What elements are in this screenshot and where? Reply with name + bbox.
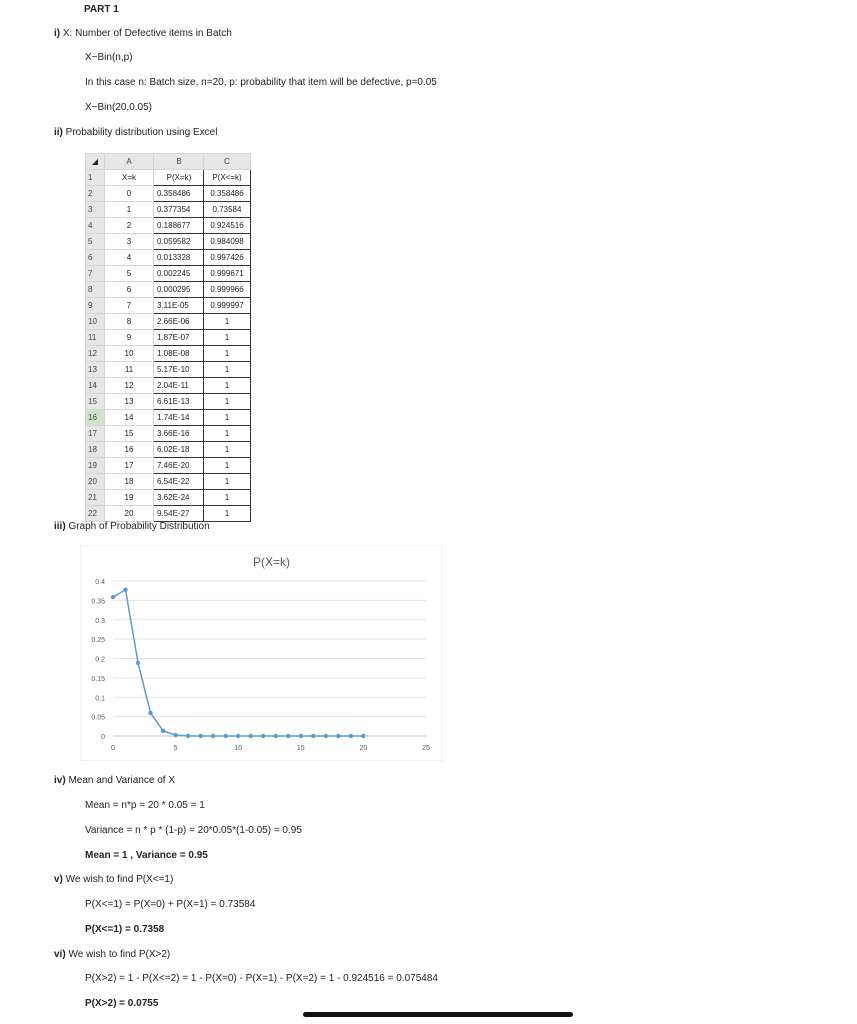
data-point	[361, 734, 365, 738]
section-5-number: v)	[54, 874, 63, 885]
sheet-row	[86, 202, 251, 218]
data-point	[324, 734, 328, 738]
y-tick-label: 0.35	[91, 598, 105, 606]
chart-area	[80, 545, 442, 761]
x-tick-label: 15	[296, 745, 305, 752]
data-point	[261, 734, 265, 738]
cell-pmf: 7.46E-20	[154, 458, 204, 474]
cell-cdf: 0.358486	[204, 186, 251, 202]
data-point	[111, 595, 115, 599]
sheet-row	[86, 506, 251, 522]
cell-pmf: 3.62E-24	[154, 490, 204, 506]
cell-pmf: 6.61E-13	[154, 394, 204, 410]
section-6-answer: P(X>2) = 0.0755	[85, 998, 159, 1009]
section-6-heading	[54, 950, 170, 960]
sheet-row	[86, 346, 251, 362]
cell-pmf: 3.11E-05	[154, 298, 204, 314]
y-tick-label: 0.05	[91, 714, 105, 722]
cell-k: 19	[105, 490, 154, 506]
data-point	[123, 588, 127, 592]
data-point	[286, 734, 290, 738]
cell-cdf: 1	[204, 474, 251, 490]
y-tick-label: 0.15	[91, 675, 105, 683]
sheet-body	[86, 154, 251, 522]
cell-cdf: 1	[204, 458, 251, 474]
x-tick-label: 10	[234, 745, 243, 752]
cell-cdf: 0.997426	[204, 250, 251, 266]
data-point	[148, 711, 152, 715]
column-header-a: A	[105, 154, 154, 170]
cell-cdf: 0.73584	[204, 202, 251, 218]
section-4-text: Mean and Variance of X	[65, 775, 175, 786]
data-point	[299, 734, 303, 738]
cell-cdf: 0.999671	[204, 266, 251, 282]
cell-k: 11	[105, 362, 154, 378]
cell-header-pmf: P(X=k)	[154, 170, 204, 186]
cell-k: 18	[105, 474, 154, 490]
cell-cdf: 1	[204, 314, 251, 330]
row-number: 4	[86, 218, 105, 234]
cell-cdf: 1	[204, 346, 251, 362]
cell-pmf: 0.059582	[154, 234, 204, 250]
section-1-line-1: X~Bin(n,p)	[85, 52, 133, 63]
data-point	[161, 729, 165, 733]
cell-k: 16	[105, 442, 154, 458]
cell-k: 0	[105, 186, 154, 202]
cell-k: 13	[105, 394, 154, 410]
sheet-row	[86, 394, 251, 410]
cell-pmf: 1.74E-14	[154, 410, 204, 426]
cell-k: 10	[105, 346, 154, 362]
cell-k: 15	[105, 426, 154, 442]
data-point	[136, 661, 140, 665]
data-point	[173, 733, 177, 737]
data-point	[274, 734, 278, 738]
sheet-row	[86, 266, 251, 282]
cell-pmf: 9.54E-27	[154, 506, 204, 522]
section-4-number: iv)	[54, 775, 66, 786]
sheet-row	[86, 282, 251, 298]
cell-pmf: 0.000295	[154, 282, 204, 298]
row-number: 21	[86, 490, 105, 506]
cell-pmf: 0.358486	[154, 186, 204, 202]
section-6-working: P(X>2) = 1 - P(X<=2) = 1 - P(X=0) - P(X=1) - P(X=2) = 1 - 0.924516 = 0.075484	[85, 973, 438, 984]
cell-cdf: 1	[204, 362, 251, 378]
sheet-row	[86, 234, 251, 250]
section-5-text: We wish to find P(X<=1)	[62, 874, 174, 885]
sheet-row	[86, 186, 251, 202]
sheet-row	[86, 458, 251, 474]
cell-pmf: 1.87E-07	[154, 330, 204, 346]
sheet-row	[86, 426, 251, 442]
row-number: 22	[86, 506, 105, 522]
cell-k: 12	[105, 378, 154, 394]
cell-k: 5	[105, 266, 154, 282]
cell-pmf: 2.04E-11	[154, 378, 204, 394]
section-3-heading	[54, 522, 210, 532]
data-point	[249, 734, 253, 738]
sheet-row	[86, 378, 251, 394]
section-2-heading	[54, 128, 217, 138]
sheet-row	[86, 314, 251, 330]
y-tick-label: 0.3	[95, 617, 105, 625]
cell-pmf: 0.188677	[154, 218, 204, 234]
column-header-row	[86, 154, 251, 170]
data-point	[223, 734, 227, 738]
data-point	[311, 734, 315, 738]
data-point	[198, 734, 202, 738]
cell-cdf: 0.999997	[204, 298, 251, 314]
cell-cdf: 1	[204, 394, 251, 410]
excel-sheet	[85, 153, 251, 522]
row-number: 10	[86, 314, 105, 330]
row-number: 12	[86, 346, 105, 362]
section-1-number: i)	[54, 28, 61, 39]
row-number: 5	[86, 234, 105, 250]
section-5-answer: P(X<=1) = 0.7358	[85, 924, 165, 935]
mean-formula: Mean = n*p = 20 * 0.05 = 1	[85, 800, 205, 811]
row-number: 7	[86, 266, 105, 282]
cell-header-k: X=k	[105, 170, 154, 186]
home-indicator	[303, 1012, 573, 1017]
x-tick-label: 20	[359, 745, 368, 752]
sheet-row	[86, 474, 251, 490]
row-number: 15	[86, 394, 105, 410]
row-number: 2	[86, 186, 105, 202]
section-6-number: vi)	[54, 949, 66, 960]
cell-k: 2	[105, 218, 154, 234]
section-1-line-2: In this case n: Batch size, n=20, p: probability that item will be defective, p=0.05	[85, 77, 437, 88]
sheet-row	[86, 170, 251, 186]
cell-pmf: 0.013328	[154, 250, 204, 266]
column-header-c: C	[204, 154, 251, 170]
cell-k: 8	[105, 314, 154, 330]
section-2-number: ii)	[54, 127, 63, 138]
cell-cdf: 0.984098	[204, 234, 251, 250]
cell-pmf: 0.377354	[154, 202, 204, 218]
sheet-row	[86, 218, 251, 234]
row-number: 14	[86, 378, 105, 394]
cell-k: 17	[105, 458, 154, 474]
sheet-row	[86, 298, 251, 314]
y-tick-label: 0	[101, 734, 105, 741]
sheet-row	[86, 442, 251, 458]
section-2-text: Probability distribution using Excel	[62, 127, 218, 138]
mean-variance-answer: Mean = 1 , Variance = 0.95	[85, 850, 208, 861]
row-number: 3	[86, 202, 105, 218]
row-number: 16	[86, 410, 105, 426]
data-point	[349, 734, 353, 738]
row-number: 6	[86, 250, 105, 266]
cell-cdf: 1	[204, 506, 251, 522]
cell-cdf: 1	[204, 330, 251, 346]
y-tick-label: 0.4	[95, 579, 105, 586]
cell-pmf: 6.02E-18	[154, 442, 204, 458]
sheet-row	[86, 362, 251, 378]
row-number: 18	[86, 442, 105, 458]
row-number: 1	[86, 170, 105, 186]
row-number: 11	[86, 330, 105, 346]
section-1-line-3: X~Bin(20,0.05)	[85, 102, 152, 113]
data-point	[236, 734, 240, 738]
column-header-b: B	[154, 154, 204, 170]
variance-formula: Variance = n * p * (1-p) = 20*0.05*(1-0.05) = 0.95	[85, 825, 302, 836]
cell-cdf: 1	[204, 426, 251, 442]
row-number: 9	[86, 298, 105, 314]
cell-k: 4	[105, 250, 154, 266]
sheet-row	[86, 250, 251, 266]
cell-k: 1	[105, 202, 154, 218]
cell-pmf: 0.002245	[154, 266, 204, 282]
cell-pmf: 3.66E-16	[154, 426, 204, 442]
cell-k: 14	[105, 410, 154, 426]
cell-header-cdf: P(X<=k)	[204, 170, 251, 186]
sheet-row	[86, 330, 251, 346]
row-number: 20	[86, 474, 105, 490]
sheet-row	[86, 410, 251, 426]
cell-k: 3	[105, 234, 154, 250]
x-tick-label: 5	[173, 745, 178, 752]
sheet-corner: ◢	[86, 154, 105, 170]
data-point	[336, 734, 340, 738]
section-5-working: P(X<=1) = P(X=0) + P(X=1) = 0.73584	[85, 899, 256, 910]
cell-cdf: 1	[204, 378, 251, 394]
cell-pmf: 2.66E-06	[154, 314, 204, 330]
row-number: 8	[86, 282, 105, 298]
page-title: PART 1	[84, 4, 119, 15]
cell-cdf: 1	[204, 410, 251, 426]
cell-cdf: 0.999966	[204, 282, 251, 298]
cell-k: 6	[105, 282, 154, 298]
y-tick-label: 0.25	[91, 637, 105, 645]
row-number: 13	[86, 362, 105, 378]
cell-k: 7	[105, 298, 154, 314]
cell-k: 20	[105, 506, 154, 522]
cell-pmf: 5.17E-10	[154, 362, 204, 378]
cell-pmf: 1.08E-08	[154, 346, 204, 362]
data-point	[211, 734, 215, 738]
cell-cdf: 1	[204, 490, 251, 506]
row-number: 19	[86, 458, 105, 474]
section-1-heading	[54, 29, 232, 39]
chart-title: P(X=k)	[252, 555, 291, 569]
y-tick-label: 0.1	[95, 695, 105, 703]
section-4-heading	[54, 776, 175, 786]
section-3-text: Graph of Probability Distribution	[65, 521, 210, 532]
x-tick-label: 0	[111, 745, 115, 752]
x-tick-label: 25	[422, 745, 430, 752]
section-6-text: We wish to find P(X>2)	[65, 949, 171, 960]
cell-cdf: 1	[204, 442, 251, 458]
section-3-number: iii)	[54, 521, 66, 532]
cell-pmf: 6.54E-22	[154, 474, 204, 490]
row-number: 17	[86, 426, 105, 442]
section-5-heading	[54, 875, 173, 885]
cell-k: 9	[105, 330, 154, 346]
y-tick-label: 0.2	[95, 656, 105, 664]
cell-cdf: 0.924516	[204, 218, 251, 234]
data-point	[186, 734, 190, 738]
sheet-row	[86, 490, 251, 506]
section-1-text: X: Number of Defective items in Batch	[60, 28, 232, 39]
probability-chart	[80, 545, 442, 761]
